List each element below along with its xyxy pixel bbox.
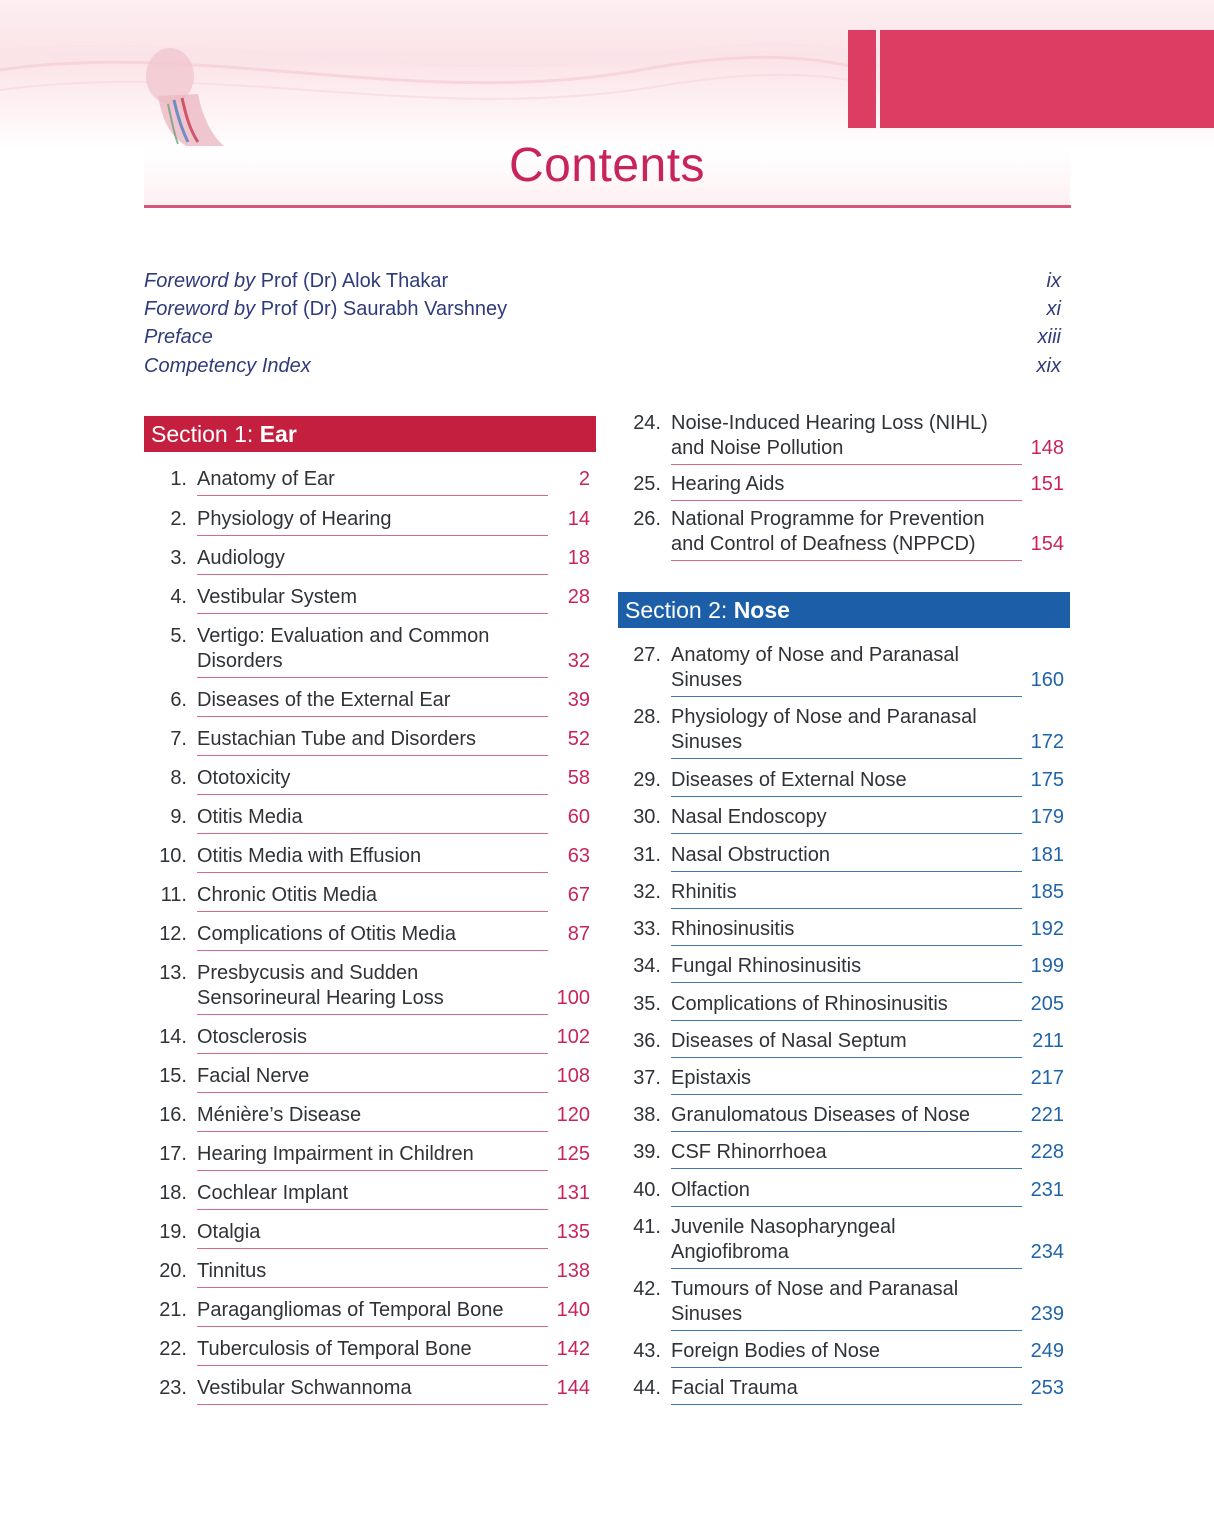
chapter-number: 23.	[159, 1377, 187, 1399]
section-2-header	[618, 592, 1070, 628]
chapter-title-line: Sensorineural Hearing Loss	[197, 987, 444, 1009]
chapter-number: 22.	[159, 1338, 187, 1360]
chapter-page-number: 131	[556, 1182, 590, 1204]
front-matter-author: Prof (Dr) Saurabh Varshney	[260, 298, 508, 320]
chapter-number: 27.	[633, 644, 661, 666]
toc-entry[interactable]	[633, 1277, 1064, 1327]
entry-underline	[671, 1330, 1022, 1331]
chapter-title-line: Paragangliomas of Temporal Bone	[197, 1299, 504, 1321]
chapter-title-line: Vestibular Schwannoma	[197, 1377, 412, 1399]
chapter-page-number: 181	[1030, 844, 1064, 866]
chapter-title-line: Diseases of Nasal Septum	[671, 1030, 907, 1052]
entry-underline	[197, 1287, 548, 1288]
section-1-name: Ear	[259, 421, 297, 447]
chapter-number: 1.	[170, 468, 187, 490]
front-matter-author: Prof (Dr) Alok Thakar	[260, 270, 449, 292]
chapter-page-number: 253	[1030, 1377, 1064, 1399]
front-matter-title	[144, 355, 311, 378]
chapter-number: 35.	[633, 993, 661, 1015]
chapter-title-line: Facial Trauma	[671, 1377, 798, 1399]
entry-underline	[671, 1057, 1022, 1058]
chapter-title-line: Otitis Media	[197, 806, 303, 828]
chapter-title-line: Cochlear Implant	[197, 1182, 349, 1204]
chapter-page-number: 199	[1030, 955, 1064, 977]
entry-underline	[671, 871, 1022, 872]
chapter-title-line: Nasal Endoscopy	[671, 806, 827, 828]
front-matter-page: xi	[1046, 298, 1061, 320]
entry-underline	[671, 1020, 1022, 1021]
chapter-number: 33.	[633, 918, 661, 940]
toc-entry[interactable]	[159, 1025, 590, 1050]
chapter-title-line: Sinuses	[671, 731, 743, 753]
head-neck-illustration	[128, 38, 238, 148]
chapter-title-line: and Noise Pollution	[671, 437, 844, 459]
entry-underline	[671, 1404, 1022, 1405]
chapter-title-line: Vertigo: Evaluation and Common	[197, 625, 490, 647]
chapter-number: 4.	[170, 586, 187, 608]
chapter-title-line: Hearing Aids	[671, 473, 785, 495]
toc-entry[interactable]	[633, 1339, 1064, 1364]
entry-underline	[671, 1367, 1022, 1368]
toc-entry[interactable]	[170, 467, 590, 492]
chapter-page-number: 100	[556, 987, 590, 1009]
title-rule	[144, 205, 1071, 208]
chapter-page-number: 135	[556, 1221, 590, 1243]
chapter-title-line: Granulomatous Diseases of Nose	[671, 1104, 971, 1126]
chapter-page-number: 144	[556, 1377, 590, 1399]
front-matter-prefix: Preface	[144, 326, 213, 348]
chapter-page-number: 39	[567, 689, 590, 711]
chapter-page-number: 234	[1030, 1241, 1064, 1263]
toc-entry[interactable]	[633, 1029, 1064, 1054]
chapter-title-line: Anatomy of Nose and Paranasal	[671, 644, 959, 666]
entry-underline	[197, 911, 548, 912]
chapter-number: 28.	[633, 706, 661, 728]
chapter-page-number: 87	[567, 923, 590, 945]
chapter-page-number: 60	[567, 806, 590, 828]
section-2-label: Section 2:	[625, 597, 728, 623]
chapter-title-line: Complications of Rhinosinusitis	[671, 993, 948, 1015]
chapter-title-line: Anatomy of Ear	[197, 468, 335, 490]
chapter-page-number: 102	[556, 1026, 590, 1048]
chapter-page-number: 185	[1030, 881, 1064, 903]
entry-underline	[197, 1170, 548, 1171]
entry-underline	[671, 1168, 1022, 1169]
chapter-title-line: Noise-Induced Hearing Loss (NIHL)	[671, 412, 988, 434]
entry-underline	[671, 908, 1022, 909]
chapter-page-number: 179	[1030, 806, 1064, 828]
chapter-title-line: Olfaction	[671, 1179, 750, 1201]
chapter-page-number: 138	[556, 1260, 590, 1282]
entry-underline	[671, 1131, 1022, 1132]
toc-entry[interactable]	[159, 1259, 590, 1284]
toc-entry[interactable]	[633, 1066, 1064, 1091]
toc-entry[interactable]	[633, 643, 1064, 693]
chapter-number: 11.	[160, 884, 187, 906]
chapter-title-line: Rhinitis	[671, 881, 737, 903]
section-2-name: Nose	[733, 597, 790, 623]
chapter-page-number: 142	[556, 1338, 590, 1360]
chapter-page-number: 160	[1030, 669, 1064, 691]
toc-entry[interactable]	[633, 1178, 1064, 1203]
toc-entry[interactable]	[170, 546, 590, 571]
entry-underline	[197, 755, 548, 756]
chapter-number: 25.	[633, 473, 661, 495]
toc-entry[interactable]	[633, 705, 1064, 755]
entry-underline	[197, 1365, 548, 1366]
chapter-number: 34.	[633, 955, 661, 977]
chapter-page-number: 175	[1030, 769, 1064, 791]
toc-entry[interactable]	[159, 1376, 590, 1401]
chapter-title-line: Ménière’s Disease	[197, 1104, 362, 1126]
entry-underline	[197, 535, 548, 536]
chapter-number: 7.	[170, 728, 187, 750]
entry-underline	[197, 1404, 548, 1405]
chapter-page-number: 217	[1030, 1067, 1064, 1089]
chapter-page-number: 228	[1030, 1141, 1064, 1163]
entry-underline	[197, 716, 548, 717]
entry-underline	[197, 794, 548, 795]
front-matter-prefix: Foreword by	[144, 270, 256, 292]
entry-underline	[671, 500, 1022, 501]
toc-entry[interactable]	[160, 883, 590, 908]
chapter-title-line: Physiology of Nose and Paranasal	[671, 706, 977, 728]
entry-underline	[671, 560, 1022, 561]
chapter-page-number: 32	[567, 650, 590, 672]
header-accent-block-small	[848, 30, 876, 128]
chapter-page-number: 2	[578, 468, 590, 490]
entry-underline	[671, 945, 1022, 946]
chapter-number: 9.	[170, 806, 187, 828]
chapter-title-line: Diseases of External Nose	[671, 769, 907, 791]
toc-entry[interactable]	[159, 1142, 590, 1167]
front-matter-item[interactable]	[144, 326, 1061, 354]
chapter-number: 43.	[633, 1340, 661, 1362]
chapter-number: 36.	[633, 1030, 661, 1052]
toc-entry[interactable]	[159, 961, 590, 1011]
chapter-number: 6.	[170, 689, 187, 711]
toc-entry[interactable]	[170, 624, 590, 674]
toc-entry[interactable]	[633, 1215, 1064, 1265]
chapter-page-number: 28	[567, 586, 590, 608]
entry-underline	[197, 1248, 548, 1249]
chapter-number: 26.	[633, 508, 661, 530]
entry-underline	[197, 872, 548, 873]
toc-entry[interactable]	[170, 585, 590, 610]
chapter-number: 18.	[159, 1182, 187, 1204]
chapter-number: 5.	[170, 625, 187, 647]
toc-entry[interactable]	[170, 805, 590, 830]
entry-underline	[197, 613, 548, 614]
entry-underline	[197, 574, 548, 575]
chapter-title-line: Otalgia	[197, 1221, 261, 1243]
toc-entry[interactable]	[170, 727, 590, 752]
toc-entry[interactable]	[633, 880, 1064, 905]
chapter-title-line: Tumours of Nose and Paranasal	[671, 1278, 959, 1300]
toc-entry[interactable]	[159, 1298, 590, 1323]
chapter-title-line: Epistaxis	[671, 1067, 752, 1089]
chapter-title-line: Foreign Bodies of Nose	[671, 1340, 881, 1362]
chapter-number: 19.	[159, 1221, 187, 1243]
chapter-number: 24.	[633, 412, 661, 434]
chapter-title-line: National Programme for Prevention	[671, 508, 985, 530]
entry-underline	[671, 982, 1022, 983]
chapter-title-line: Presbycusis and Sudden	[197, 962, 419, 984]
chapter-number: 38.	[633, 1104, 661, 1126]
chapter-page-number: 108	[556, 1065, 590, 1087]
chapter-number: 10.	[159, 845, 187, 867]
toc-entry[interactable]	[633, 507, 1064, 557]
entry-underline	[197, 1209, 548, 1210]
entry-underline	[197, 1053, 548, 1054]
chapter-number: 29.	[633, 769, 661, 791]
toc-entry[interactable]	[159, 1181, 590, 1206]
chapter-number: 12.	[159, 923, 187, 945]
chapter-title-line: Audiology	[197, 547, 285, 569]
chapter-page-number: 211	[1032, 1030, 1064, 1052]
toc-entry[interactable]	[633, 954, 1064, 979]
chapter-title-line: Vestibular System	[197, 586, 358, 608]
chapter-title-line: Facial Nerve	[197, 1065, 310, 1087]
chapter-title-line: Ototoxicity	[197, 767, 291, 789]
front-matter-page: ix	[1046, 270, 1061, 292]
chapter-title-line: Otosclerosis	[197, 1026, 308, 1048]
chapter-title-line: Tinnitus	[197, 1260, 267, 1282]
entry-underline	[671, 464, 1022, 465]
chapter-number: 31.	[633, 844, 661, 866]
entry-underline	[671, 833, 1022, 834]
chapter-title-line: and Control of Deafness (NPPCD)	[671, 533, 976, 555]
toc-entry[interactable]	[159, 844, 590, 869]
toc-entry[interactable]	[633, 411, 1064, 461]
chapter-number: 32.	[633, 881, 661, 903]
chapter-title-line: Chronic Otitis Media	[197, 884, 378, 906]
chapter-page-number: 14	[567, 508, 590, 530]
chapter-number: 13.	[159, 962, 187, 984]
chapter-number: 3.	[170, 547, 187, 569]
entry-underline	[197, 1092, 548, 1093]
chapter-page-number: 151	[1030, 473, 1064, 495]
chapter-number: 39.	[633, 1141, 661, 1163]
toc-entry[interactable]	[159, 1103, 590, 1128]
chapter-title-line: Sinuses	[671, 1303, 743, 1325]
section-1-header	[144, 416, 596, 452]
toc-entry[interactable]	[633, 472, 1064, 497]
front-matter-prefix: Foreword by	[144, 298, 256, 320]
chapter-page-number: 249	[1030, 1340, 1064, 1362]
chapter-page-number: 172	[1030, 731, 1064, 753]
chapter-page-number: 239	[1030, 1303, 1064, 1325]
toc-entry[interactable]	[633, 805, 1064, 830]
chapter-page-number: 140	[556, 1299, 590, 1321]
toc-entry[interactable]	[159, 922, 590, 947]
chapter-title-line: Nasal Obstruction	[671, 844, 830, 866]
toc-entry[interactable]	[633, 917, 1064, 942]
front-matter-title	[144, 270, 448, 293]
chapter-title-line: Tuberculosis of Temporal Bone	[197, 1338, 472, 1360]
chapter-number: 14.	[159, 1026, 187, 1048]
entry-underline	[197, 1131, 548, 1132]
toc-entry[interactable]	[159, 1337, 590, 1362]
front-matter-item[interactable]	[144, 270, 1061, 298]
chapter-number: 8.	[170, 767, 187, 789]
chapter-title-line: Physiology of Hearing	[197, 508, 392, 530]
section-1-label: Section 1:	[151, 421, 254, 447]
chapter-page-number: 67	[567, 884, 590, 906]
chapter-title-line: Angiofibroma	[671, 1241, 789, 1263]
entry-underline	[671, 1094, 1022, 1095]
entry-underline	[671, 696, 1022, 697]
chapter-number: 17.	[159, 1143, 187, 1165]
toc-entry[interactable]	[170, 507, 590, 532]
chapter-title-line: Fungal Rhinosinusitis	[671, 955, 862, 977]
chapter-number: 37.	[633, 1067, 661, 1089]
entry-underline	[197, 677, 548, 678]
front-matter-page: xix	[1036, 355, 1061, 377]
chapter-title-line: Disorders	[197, 650, 283, 672]
entry-underline	[197, 1326, 548, 1327]
front-matter-title	[144, 326, 213, 349]
chapter-page-number: 154	[1030, 533, 1064, 555]
chapter-title-line: Otitis Media with Effusion	[197, 845, 422, 867]
toc-entry[interactable]	[633, 1376, 1064, 1401]
chapter-page-number: 231	[1030, 1179, 1064, 1201]
toc-entry[interactable]	[633, 1103, 1064, 1128]
chapter-page-number: 192	[1030, 918, 1064, 940]
chapter-title-line: Eustachian Tube and Disorders	[197, 728, 477, 750]
chapter-number: 21.	[159, 1299, 187, 1321]
entry-underline	[671, 796, 1022, 797]
entry-underline	[671, 758, 1022, 759]
front-matter-page: xiii	[1037, 326, 1061, 348]
chapter-number: 40.	[633, 1179, 661, 1201]
chapter-page-number: 148	[1030, 437, 1064, 459]
toc-entry[interactable]	[633, 843, 1064, 868]
chapter-number: 41.	[633, 1216, 661, 1238]
chapter-number: 20.	[159, 1260, 187, 1282]
chapter-title-line: Complications of Otitis Media	[197, 923, 456, 945]
chapter-page-number: 221	[1030, 1104, 1064, 1126]
chapter-number: 30.	[633, 806, 661, 828]
chapter-title-line: Juvenile Nasopharyngeal	[671, 1216, 896, 1238]
chapter-page-number: 120	[556, 1104, 590, 1126]
chapter-page-number: 52	[567, 728, 590, 750]
toc-entry[interactable]	[170, 766, 590, 791]
header-accent-block-large	[880, 30, 1214, 128]
chapter-page-number: 18	[567, 547, 590, 569]
chapter-title-line: CSF Rhinorrhoea	[671, 1141, 827, 1163]
chapter-page-number: 63	[567, 845, 590, 867]
chapter-title-line: Hearing Impairment in Children	[197, 1143, 474, 1165]
toc-entry[interactable]	[159, 1064, 590, 1089]
entry-underline	[197, 495, 548, 496]
front-matter-title	[144, 298, 507, 321]
toc-entry[interactable]	[633, 768, 1064, 793]
front-matter-item[interactable]	[144, 355, 1061, 383]
chapter-title-line: Rhinosinusitis	[671, 918, 795, 940]
chapter-number: 42.	[633, 1278, 661, 1300]
toc-entry[interactable]	[170, 688, 590, 713]
toc-entry[interactable]	[159, 1220, 590, 1245]
chapter-title-line: Sinuses	[671, 669, 743, 691]
chapter-number: 2.	[170, 508, 187, 530]
front-matter-prefix: Competency Index	[144, 355, 311, 377]
toc-entry[interactable]	[633, 992, 1064, 1017]
chapter-title-line: Diseases of the External Ear	[197, 689, 451, 711]
entry-underline	[197, 950, 548, 951]
toc-entry[interactable]	[633, 1140, 1064, 1165]
chapter-page-number: 58	[567, 767, 590, 789]
chapter-number: 16.	[159, 1104, 187, 1126]
entry-underline	[197, 833, 548, 834]
chapter-page-number: 205	[1030, 993, 1064, 1015]
entry-underline	[197, 1014, 548, 1015]
chapter-number: 44.	[633, 1377, 661, 1399]
front-matter-item[interactable]	[144, 298, 1061, 326]
page-title: Contents	[508, 139, 706, 192]
entry-underline	[671, 1206, 1022, 1207]
entry-underline	[671, 1268, 1022, 1269]
chapter-page-number: 125	[556, 1143, 590, 1165]
chapter-number: 15.	[159, 1065, 187, 1087]
